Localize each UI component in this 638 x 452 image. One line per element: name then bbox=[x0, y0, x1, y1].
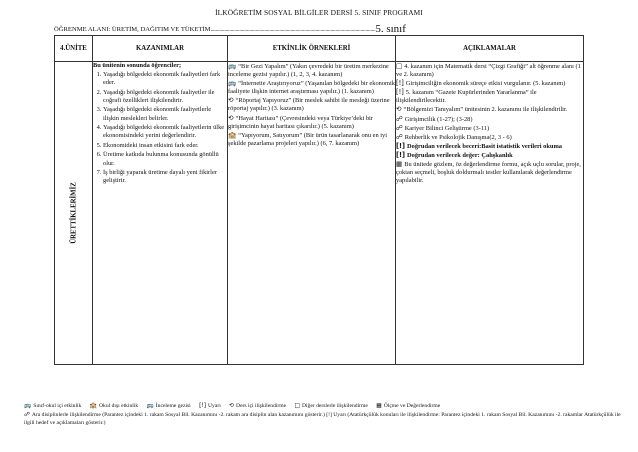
header-unit: 4.ÜNİTE bbox=[55, 36, 93, 62]
cycle-icon: ⟲ bbox=[229, 403, 235, 409]
note-item bbox=[396, 124, 583, 133]
cycle-icon: ⟲ bbox=[228, 96, 234, 105]
example-text: “İnternette Araştırıyoruz” (Yaşanılan bölgedeki bir ekonomik faaliyete ilişkin internet araştırması yapılır.) (1. kazanım) bbox=[228, 80, 395, 96]
legend-line-1 bbox=[24, 402, 632, 411]
bracket-icon: [!] bbox=[396, 141, 406, 150]
legend-item bbox=[24, 403, 81, 409]
learning-area-line bbox=[54, 22, 406, 34]
outcomes-heading: Bu ünitenin sonunda öğrenciler; bbox=[93, 62, 182, 69]
legend-item bbox=[229, 403, 286, 409]
program-table bbox=[54, 35, 584, 365]
bracket-icon: [!] bbox=[396, 88, 404, 97]
square-icon: □ bbox=[396, 62, 403, 70]
table-header-row bbox=[55, 36, 584, 62]
note-text: Rehberlik ve Psikolojik Danışma(2, 3 - 6) bbox=[404, 133, 512, 141]
legend-line-2 bbox=[24, 411, 632, 428]
example-item bbox=[228, 79, 395, 96]
example-text: “Röportaj Yapıyoruz” (Bir meslek sahibi ile mesleği üzerine röportaj yapılır.) (3. kazanım) bbox=[228, 97, 390, 113]
outcome-item: 5. Ekonomideki insan etkisini fark eder. bbox=[103, 142, 227, 150]
note-item bbox=[396, 79, 583, 88]
unit-cell bbox=[55, 62, 93, 365]
learning-area-dots: .................................................................................................................................... bbox=[210, 26, 376, 33]
example-item bbox=[228, 62, 395, 79]
learning-area-suffix: 5. sınıf bbox=[375, 23, 406, 35]
note-text: Girişimciliğin ekonomik süreçe etkisi vurgulanır. (5. kazanım) bbox=[405, 80, 566, 88]
note-text: Doğrudan verilecek beceri:Basit istatistik verileri okuma bbox=[407, 142, 562, 150]
note-text: “Bölgemizi Tanıyalım” ünitesinin 2. kazanımı ile ilişkilendirilir. bbox=[403, 106, 568, 114]
legend-item bbox=[147, 403, 191, 409]
legend-item bbox=[376, 403, 440, 409]
note-item bbox=[396, 88, 583, 105]
learning-area-label: ÖĞRENME ALANI: ÜRETİM, DAĞITIM VE TÜKETİM bbox=[54, 26, 211, 33]
example-text: “Yapıyorum, Satıyorum” (Bir ürün tasarlanarak onu en iyi şekilde pazarlama projeleri yapılır.) (6, 7. kazanım) bbox=[228, 131, 388, 147]
example-item bbox=[228, 96, 395, 113]
outcome-item: 1. Yaşadığı bölgedeki ekonomik faaliyetleri fark eder. bbox=[103, 71, 227, 87]
bracket-icon: [!] bbox=[396, 150, 406, 159]
legend-text: Sınıf-okul içi etkinlik bbox=[33, 403, 82, 409]
header-examples: ETKİNLİK ÖRNEKLERİ bbox=[228, 36, 396, 62]
unit-name: ÜRETTİKLERİMİZ bbox=[70, 182, 77, 244]
school-icon: 🏫 bbox=[228, 130, 237, 139]
legend bbox=[24, 402, 632, 428]
link-icon: ☍ bbox=[396, 114, 403, 123]
note-text: Doğrudan verilecek değer: Çalışkanlık bbox=[407, 151, 513, 159]
link-icon: ☍ bbox=[396, 123, 403, 132]
note-text: 5. kazanım “Gazete Kupürlerinden Yararlanma” ile ilişkilendirilecektir. bbox=[396, 89, 537, 105]
grid-icon: ▦ bbox=[376, 403, 382, 409]
note-text: Kariyer Bilinci Geliştirme (3-11) bbox=[404, 124, 490, 132]
bracket-icon: [!] bbox=[396, 79, 404, 88]
note-item bbox=[396, 151, 583, 160]
note-item bbox=[396, 142, 583, 151]
legend-text: Ara disiplinlerle ilişkilendirme (Parantez içindeki 1. rakam Sosyal Bil. Kazanımını -2. rakam ara disiplin alan kazanımını gösterir.) [!] Uyarı (Atatürkçülük konuları ile ilişkilendirme: Parantez içindeki 1. rakam Sosyal Bil. Kazanımını -2. rakamlar Atatürkçülük ile ilgili hedef ve açıklamaları gösterir.) bbox=[24, 411, 621, 426]
legend-text: Uyarı bbox=[208, 403, 221, 409]
outcome-item: 2. Yaşadığı bölgedeki ekonomik faaliyetler ile coğrafi özellikleri ilişkilendirir. bbox=[103, 89, 227, 105]
outcome-item: 7. İş birliği yaparak üretime dayalı yeni fikirler geliştirir. bbox=[103, 169, 227, 185]
legend-text: Ders içi ilişkilendirme bbox=[236, 403, 287, 409]
notes-cell bbox=[396, 62, 584, 365]
legend-text: Ölçme ve Değerlendirme bbox=[383, 403, 441, 409]
bus-icon: 🚌 bbox=[228, 62, 237, 70]
outcomes-list bbox=[93, 71, 227, 185]
note-text: 4. kazanım için Matematik dersi “Çizgi Grafiği” alt öğrenme alanı (1 ve 2. kazanım) bbox=[396, 63, 581, 79]
legend-item bbox=[199, 403, 221, 409]
link-icon: ☍ bbox=[24, 411, 30, 418]
note-text: Girişimcilik (1-27); (3-28) bbox=[404, 115, 473, 123]
example-item bbox=[228, 114, 395, 131]
legend-text: Diğer derslerle ilişkilendirme bbox=[301, 403, 368, 409]
header-notes: AÇIKLAMALAR bbox=[396, 36, 584, 62]
example-text: “Bir Gezi Yapalım” (Yakın çevredeki bir üretim merkezine inceleme gezisi yapılır.) (1, 2, 3, 4. kazanım) bbox=[228, 63, 389, 79]
cycle-icon: ⟲ bbox=[228, 113, 234, 122]
note-text: Bu ünitede gözlem, öz değerlendirme formu, açık uçlu sorular, proje, çoktan seçmeli, boşluk doldurmalı testler kullanılarak değerlendirme yapılabilir. bbox=[396, 161, 581, 185]
note-item bbox=[396, 133, 583, 142]
cycle-icon: ⟲ bbox=[396, 105, 402, 114]
note-item bbox=[396, 115, 583, 124]
bus-icon: 🚌 bbox=[146, 403, 154, 409]
legend-item bbox=[90, 403, 138, 409]
bus-icon: 🚌 bbox=[24, 403, 32, 409]
note-item bbox=[396, 160, 583, 185]
note-item bbox=[396, 105, 583, 114]
legend-item bbox=[294, 403, 367, 409]
square-icon: □ bbox=[294, 403, 300, 409]
examples-cell bbox=[228, 62, 396, 365]
outcome-item: 3. Yaşadığı bölgedeki ekonomik faaliyetlerle ilişkin meslekleri belirler. bbox=[103, 106, 227, 122]
outcome-item: 4. Yaşadığı bölgedeki ekonomik faaliyetlerin ülke ekonomisindeki yerini değerlendirir. bbox=[103, 124, 227, 140]
legend-text: Okul dışı etkinlik bbox=[99, 403, 139, 409]
table-row bbox=[55, 62, 584, 365]
bus-icon: 🚌 bbox=[228, 79, 237, 88]
example-text: “Hayat Haritası” (Çevresindeki veya Türkiye’deki bir girişimcinin hayat haritası çıkarılır.) (5. kazanım) bbox=[228, 114, 373, 130]
page-title: İLKÖĞRETİM SOSYAL BİLGİLER DERSİ 5. SINIF PROGRAMI bbox=[215, 8, 423, 17]
bracket-icon: [!] bbox=[199, 403, 207, 409]
note-item bbox=[396, 62, 583, 79]
legend-text: İnceleme gezisi bbox=[155, 403, 191, 409]
outcome-item: 6. Üretime katkıda bulunma konusunda gönüllü olur. bbox=[103, 151, 227, 167]
school-icon: 🏫 bbox=[89, 403, 98, 409]
link-icon: ☍ bbox=[396, 132, 403, 141]
outcomes-cell bbox=[93, 62, 228, 365]
header-outcomes: KAZANIMLAR bbox=[93, 36, 228, 62]
grid-icon: ▦ bbox=[396, 160, 403, 169]
example-item bbox=[228, 131, 395, 148]
